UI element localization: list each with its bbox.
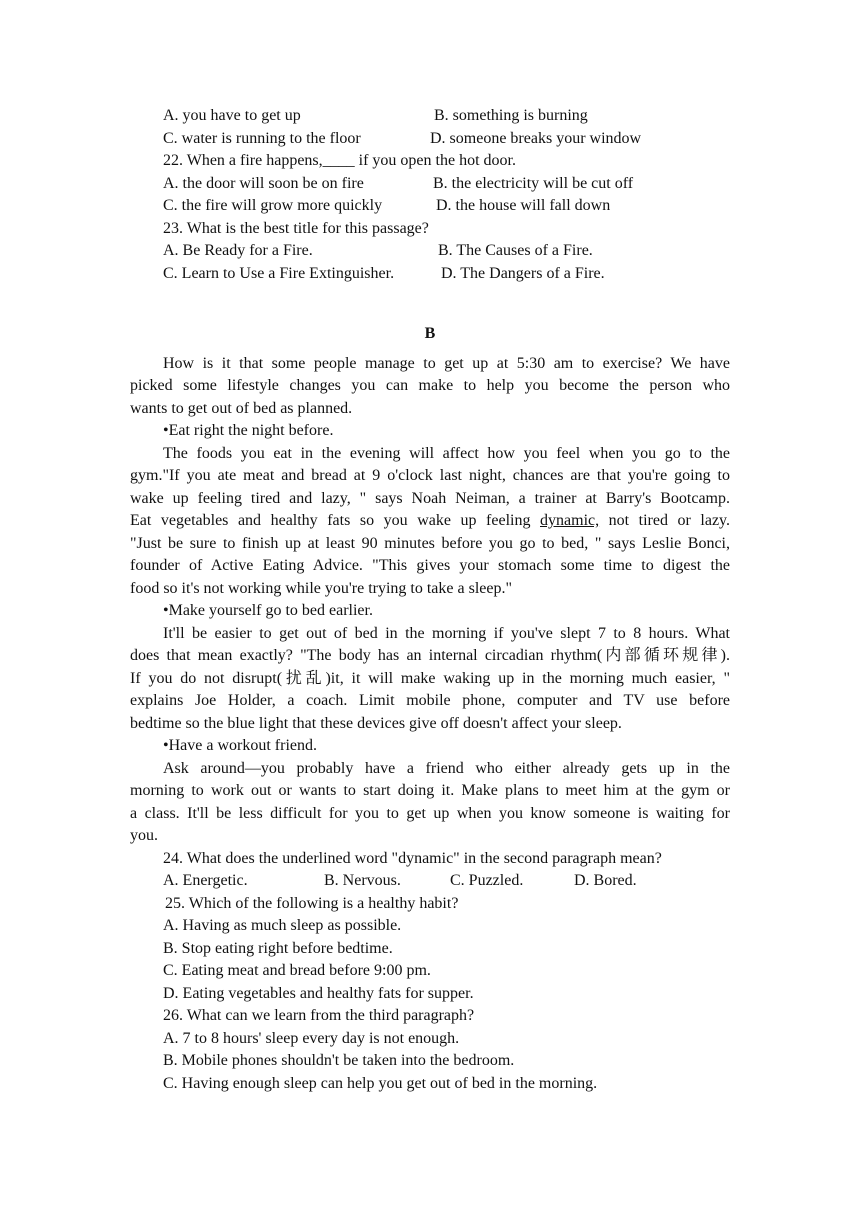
- q26-option-b: B. Mobile phones shouldn't be taken into the bedroom.: [163, 1052, 515, 1069]
- q26-option-a: A. 7 to 8 hours' sleep every day is not enough.: [163, 1030, 460, 1047]
- q22-option-a: A. the door will soon be on fire: [163, 175, 364, 192]
- p1-line-3: wake up feeling tired and lazy, " says Noah Neiman, a trainer at Barry's Bootcamp.: [130, 490, 730, 507]
- p2-line-2: does that mean exactly? "The body has an internal circadian rhythm(内部循环规律).: [130, 647, 730, 664]
- q25-option-d: D. Eating vegetables and healthy fats for supper.: [163, 985, 474, 1002]
- p1-line-4-pre: Eat vegetables and healthy fats so you wake up feeling: [130, 512, 531, 529]
- q22-stem: 22. When a fire happens,____ if you open the hot door.: [163, 152, 516, 169]
- p1-line-5: "Just be sure to finish up at least 90 minutes before you go to bed, " says Leslie Bonci,: [130, 535, 730, 552]
- tip-heading-2: •Make yourself go to bed earlier.: [163, 602, 373, 619]
- p1-line-4: [130, 510, 730, 533]
- p2-line-5: bedtime so the blue light that these devices give off doesn't affect your sleep.: [130, 715, 622, 732]
- q24-option-a: A. Energetic.: [163, 872, 248, 889]
- underlined-word-dynamic: dynamic,: [540, 512, 600, 529]
- q24-option-d: D. Bored.: [574, 872, 637, 889]
- p1-line-1: The foods you eat in the evening will affect how you feel when you go to the: [163, 445, 730, 462]
- tip-heading-3: •Have a workout friend.: [163, 737, 317, 754]
- section-title: B: [424, 325, 436, 342]
- q23-stem: 23. What is the best title for this passage?: [163, 220, 429, 237]
- q22-option-d: D. the house will fall down: [436, 197, 611, 214]
- q23-option-c: C. Learn to Use a Fire Extinguisher.: [163, 265, 395, 282]
- p3-line-3: a class. It'll be less difficult for you to get up when you know someone is waiting for: [130, 805, 730, 822]
- q23-option-d: D. The Dangers of a Fire.: [441, 265, 605, 282]
- p1-line-2: gym."If you ate meat and bread at 9 o'clock last night, chances are that you're going to: [130, 467, 730, 484]
- p1-line-6: founder of Active Eating Advice. "This gives your stomach some time to digest the: [130, 557, 730, 574]
- q24-stem: 24. What does the underlined word "dynamic" in the second paragraph mean?: [163, 850, 662, 867]
- q22-option-b: B. the electricity will be cut off: [433, 175, 634, 192]
- q21-option-b: B. something is burning: [434, 107, 588, 124]
- q21-option-a: A. you have to get up: [163, 107, 301, 124]
- p3-line-4: you.: [130, 827, 158, 844]
- q25-option-a: A. Having as much sleep as possible.: [163, 917, 402, 934]
- q25-stem: 25. Which of the following is a healthy habit?: [165, 895, 459, 912]
- p3-line-2: morning to work out or wants to start doing it. Make plans to meet him at the gym or: [130, 782, 730, 799]
- p2-line-1: It'll be easier to get out of bed in the morning if you've slept 7 to 8 hours. What: [163, 625, 730, 642]
- p1-line-7: food so it's not working while you're trying to take a sleep.": [130, 580, 513, 597]
- p2-line-4: explains Joe Holder, a coach. Limit mobile phone, computer and TV use before: [130, 692, 730, 709]
- intro-line-1: How is it that some people manage to get up at 5:30 am to exercise? We have: [163, 355, 730, 372]
- q25-option-c: C. Eating meat and bread before 9:00 pm.: [163, 962, 431, 979]
- q26-stem: 26. What can we learn from the third paragraph?: [163, 1007, 475, 1024]
- q24-option-c: C. Puzzled.: [450, 872, 524, 889]
- q25-option-b: B. Stop eating right before bedtime.: [163, 940, 393, 957]
- intro-line-3: wants to get out of bed as planned.: [130, 400, 353, 417]
- q24-option-b: B. Nervous.: [324, 872, 401, 889]
- q23-option-a: A. Be Ready for a Fire.: [163, 242, 313, 259]
- q22-option-c: C. the fire will grow more quickly: [163, 197, 383, 214]
- p2-line-3: If you do not disrupt(扰乱)it, it will make waking up in the morning much easier, ": [130, 670, 730, 687]
- tip-heading-1: •Eat right the night before.: [163, 422, 334, 439]
- q26-option-c: C. Having enough sleep can help you get out of bed in the morning.: [163, 1075, 598, 1092]
- q21-option-d: D. someone breaks your window: [430, 130, 642, 147]
- p3-line-1: Ask around—you probably have a friend who either already gets up in the: [163, 760, 730, 777]
- q23-option-b: B. The Causes of a Fire.: [438, 242, 593, 259]
- intro-line-2: picked some lifestyle changes you can make to help you become the person who: [130, 377, 730, 394]
- q21-option-c: C. water is running to the floor: [163, 130, 361, 147]
- p1-line-4-post: not tired or lazy.: [608, 512, 730, 529]
